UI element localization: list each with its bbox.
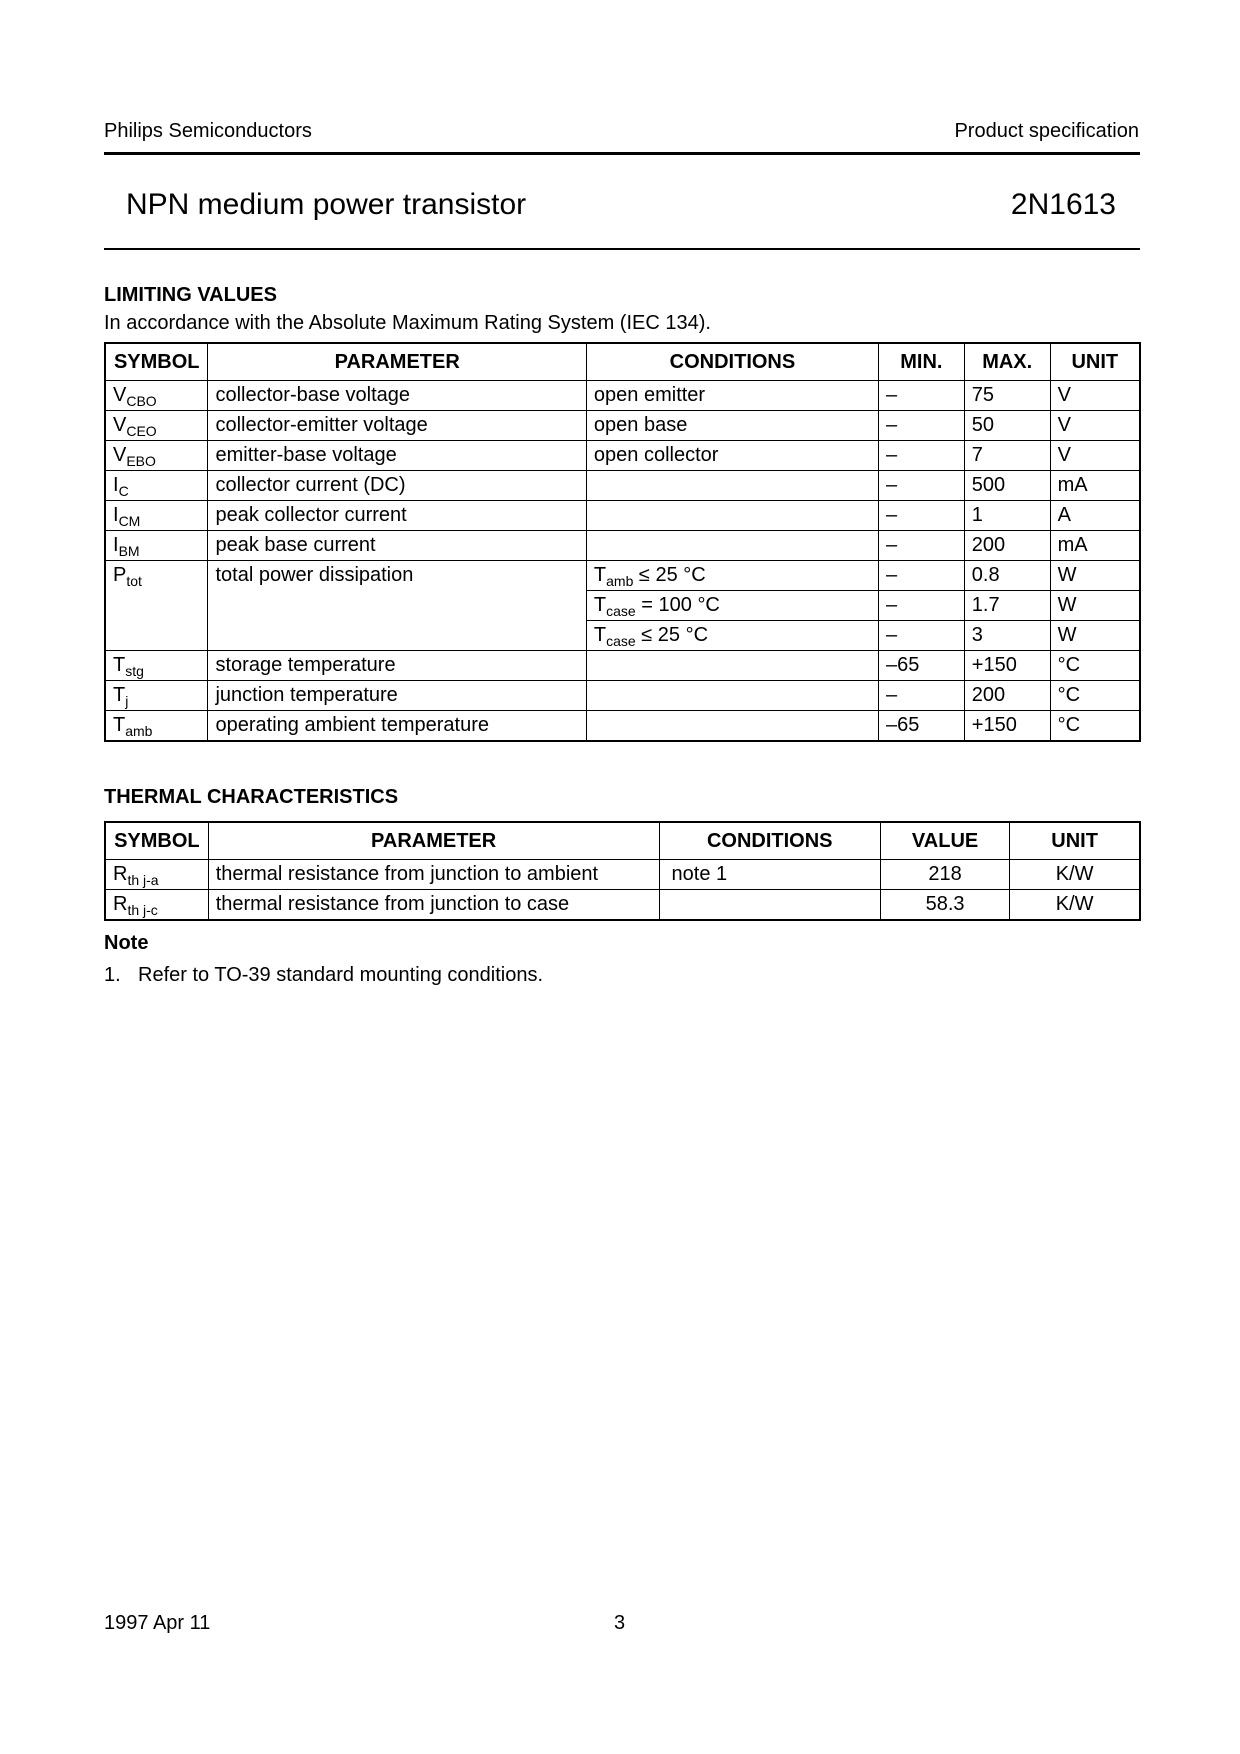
symbol-subscript: CM	[118, 513, 141, 529]
table-row	[105, 860, 1140, 890]
min-cell: –	[878, 531, 964, 561]
column-header: UNIT	[1010, 822, 1140, 860]
column-header: SYMBOL	[105, 343, 208, 381]
footer-date: 1997 Apr 11	[104, 1612, 211, 1634]
condition-value: ≤ 25 °C	[633, 564, 706, 586]
condition-cell	[586, 531, 878, 561]
condition-cell: note 1	[659, 860, 880, 890]
column-header: PARAMETER	[208, 822, 659, 860]
min-cell: –65	[878, 651, 964, 681]
table-row	[105, 681, 1140, 711]
min-cell: –	[878, 621, 964, 651]
symbol-cell	[105, 890, 208, 921]
symbol-subscript: th j-a	[127, 872, 159, 888]
condition-value: = 100 °C	[635, 594, 720, 616]
column-header: MIN.	[878, 343, 964, 381]
symbol-cell	[105, 711, 208, 742]
table-row	[105, 441, 1140, 471]
condition-cell	[586, 711, 878, 742]
condition-cell: open collector	[586, 441, 878, 471]
table-header-row	[105, 822, 1140, 860]
min-cell: –	[878, 561, 964, 591]
thermal-heading: THERMAL CHARACTERISTICS	[104, 786, 399, 808]
max-cell: 1	[964, 501, 1050, 531]
symbol-letter: R	[113, 863, 128, 885]
condition-cell	[586, 471, 878, 501]
symbol-cell	[105, 411, 208, 441]
table-row	[105, 890, 1140, 921]
condition-subscript: case	[606, 603, 636, 619]
parameter-cell: thermal resistance from junction to ambient	[208, 860, 659, 890]
min-cell: –65	[878, 711, 964, 742]
symbol-subscript: tot	[126, 573, 142, 589]
symbol-cell	[105, 381, 208, 411]
part-number: 2N1613	[1010, 188, 1116, 221]
symbol-subscript: BM	[118, 543, 140, 559]
max-cell: +150	[964, 651, 1050, 681]
min-cell: –	[878, 681, 964, 711]
parameter-cell: collector-base voltage	[208, 381, 586, 411]
note-text: Refer to TO-39 standard mounting conditions.	[138, 964, 544, 986]
symbol-letter: I	[113, 474, 119, 496]
symbol-cell	[105, 681, 208, 711]
max-cell: 500	[964, 471, 1050, 501]
table-row	[105, 471, 1140, 501]
condition-symbol: T	[593, 564, 607, 586]
unit-cell: K/W	[1010, 890, 1140, 921]
condition-cell	[586, 501, 878, 531]
condition-cell	[659, 890, 880, 921]
max-cell: 3	[964, 621, 1050, 651]
unit-cell: V	[1050, 381, 1140, 411]
symbol-letter: R	[113, 893, 128, 915]
symbol-letter: T	[113, 714, 126, 736]
unit-cell: A	[1050, 501, 1140, 531]
column-header: PARAMETER	[208, 343, 586, 381]
symbol-subscript: th j-c	[127, 902, 158, 918]
min-cell: –	[878, 441, 964, 471]
thermal-table	[104, 821, 1141, 921]
symbol-letter: V	[113, 384, 127, 406]
note-heading: Note	[104, 932, 149, 954]
unit-cell: mA	[1050, 531, 1140, 561]
symbol-subscript: C	[118, 483, 129, 499]
max-cell: 1.7	[964, 591, 1050, 621]
symbol-subscript: amb	[125, 723, 153, 739]
condition-subscript: case	[606, 633, 636, 649]
unit-cell: V	[1050, 441, 1140, 471]
condition-cell	[586, 591, 878, 621]
max-cell: +150	[964, 711, 1050, 742]
symbol-letter: P	[113, 564, 127, 586]
symbol-subscript: CBO	[126, 393, 157, 409]
unit-cell: °C	[1050, 651, 1140, 681]
condition-symbol: T	[593, 624, 607, 646]
table-row	[105, 531, 1140, 561]
parameter-cell: collector current (DC)	[208, 471, 586, 501]
min-cell: –	[878, 471, 964, 501]
table-row	[105, 501, 1140, 531]
limiting-values-intro: In accordance with the Absolute Maximum Rating System (IEC 134).	[104, 312, 711, 334]
column-header: CONDITIONS	[586, 343, 878, 381]
unit-cell: V	[1050, 411, 1140, 441]
document-type: Product specification	[954, 120, 1139, 142]
limiting-values-table	[104, 342, 1141, 742]
symbol-cell	[105, 561, 208, 651]
max-cell: 7	[964, 441, 1050, 471]
unit-cell: W	[1050, 591, 1140, 621]
condition-subscript: amb	[606, 573, 634, 589]
symbol-letter: V	[113, 444, 127, 466]
table-header-row	[105, 343, 1140, 381]
parameter-cell: storage temperature	[208, 651, 586, 681]
column-header: CONDITIONS	[659, 822, 880, 860]
parameter-cell: thermal resistance from junction to case	[208, 890, 659, 921]
header-rule	[104, 152, 1140, 155]
condition-cell	[586, 681, 878, 711]
unit-cell: W	[1050, 561, 1140, 591]
parameter-cell: operating ambient temperature	[208, 711, 586, 742]
symbol-subscript: CEO	[126, 423, 157, 439]
min-cell: –	[878, 411, 964, 441]
limiting-values-heading: LIMITING VALUES	[104, 284, 277, 306]
symbol-cell	[105, 441, 208, 471]
parameter-cell: collector-emitter voltage	[208, 411, 586, 441]
parameter-cell: emitter-base voltage	[208, 441, 586, 471]
min-cell: –	[878, 591, 964, 621]
column-header: UNIT	[1050, 343, 1140, 381]
condition-cell: open base	[586, 411, 878, 441]
table-row	[105, 561, 1140, 591]
table-row	[105, 411, 1140, 441]
min-cell: –	[878, 381, 964, 411]
column-header: SYMBOL	[105, 822, 208, 860]
max-cell: 200	[964, 531, 1050, 561]
max-cell: 0.8	[964, 561, 1050, 591]
condition-cell: open emitter	[586, 381, 878, 411]
unit-cell: °C	[1050, 711, 1140, 742]
min-cell: –	[878, 501, 964, 531]
symbol-cell	[105, 471, 208, 501]
max-cell: 75	[964, 381, 1050, 411]
max-cell: 50	[964, 411, 1050, 441]
symbol-subscript: j	[125, 693, 129, 709]
table-row	[105, 651, 1140, 681]
symbol-cell	[105, 501, 208, 531]
unit-cell: W	[1050, 621, 1140, 651]
symbol-letter: T	[113, 684, 126, 706]
parameter-cell: peak base current	[208, 531, 586, 561]
symbol-cell	[105, 651, 208, 681]
unit-cell: mA	[1050, 471, 1140, 501]
symbol-cell	[105, 531, 208, 561]
table-row	[105, 381, 1140, 411]
value-cell: 218	[880, 860, 1009, 890]
column-header: MAX.	[964, 343, 1050, 381]
condition-cell	[586, 651, 878, 681]
max-cell: 200	[964, 681, 1050, 711]
condition-symbol: T	[593, 594, 607, 616]
symbol-letter: I	[113, 534, 119, 556]
condition-value: ≤ 25 °C	[635, 624, 709, 646]
unit-cell: K/W	[1010, 860, 1140, 890]
table-row	[105, 711, 1140, 742]
page-number: 3	[614, 1612, 626, 1634]
parameter-cell: peak collector current	[208, 501, 586, 531]
note-number: 1.	[104, 964, 121, 986]
symbol-letter: V	[113, 414, 127, 436]
symbol-cell	[105, 860, 208, 890]
symbol-subscript: stg	[125, 663, 144, 679]
column-header: VALUE	[880, 822, 1009, 860]
symbol-letter: T	[113, 654, 126, 676]
unit-cell: °C	[1050, 681, 1140, 711]
parameter-cell: junction temperature	[208, 681, 586, 711]
parameter-cell: total power dissipation	[208, 561, 586, 651]
symbol-letter: I	[113, 504, 119, 526]
symbol-subscript: EBO	[126, 453, 156, 469]
condition-cell	[586, 561, 878, 591]
condition-cell	[586, 621, 878, 651]
page-title: NPN medium power transistor	[126, 188, 527, 221]
value-cell: 58.3	[880, 890, 1009, 921]
title-rule	[104, 248, 1140, 250]
company-name: Philips Semiconductors	[104, 120, 312, 142]
